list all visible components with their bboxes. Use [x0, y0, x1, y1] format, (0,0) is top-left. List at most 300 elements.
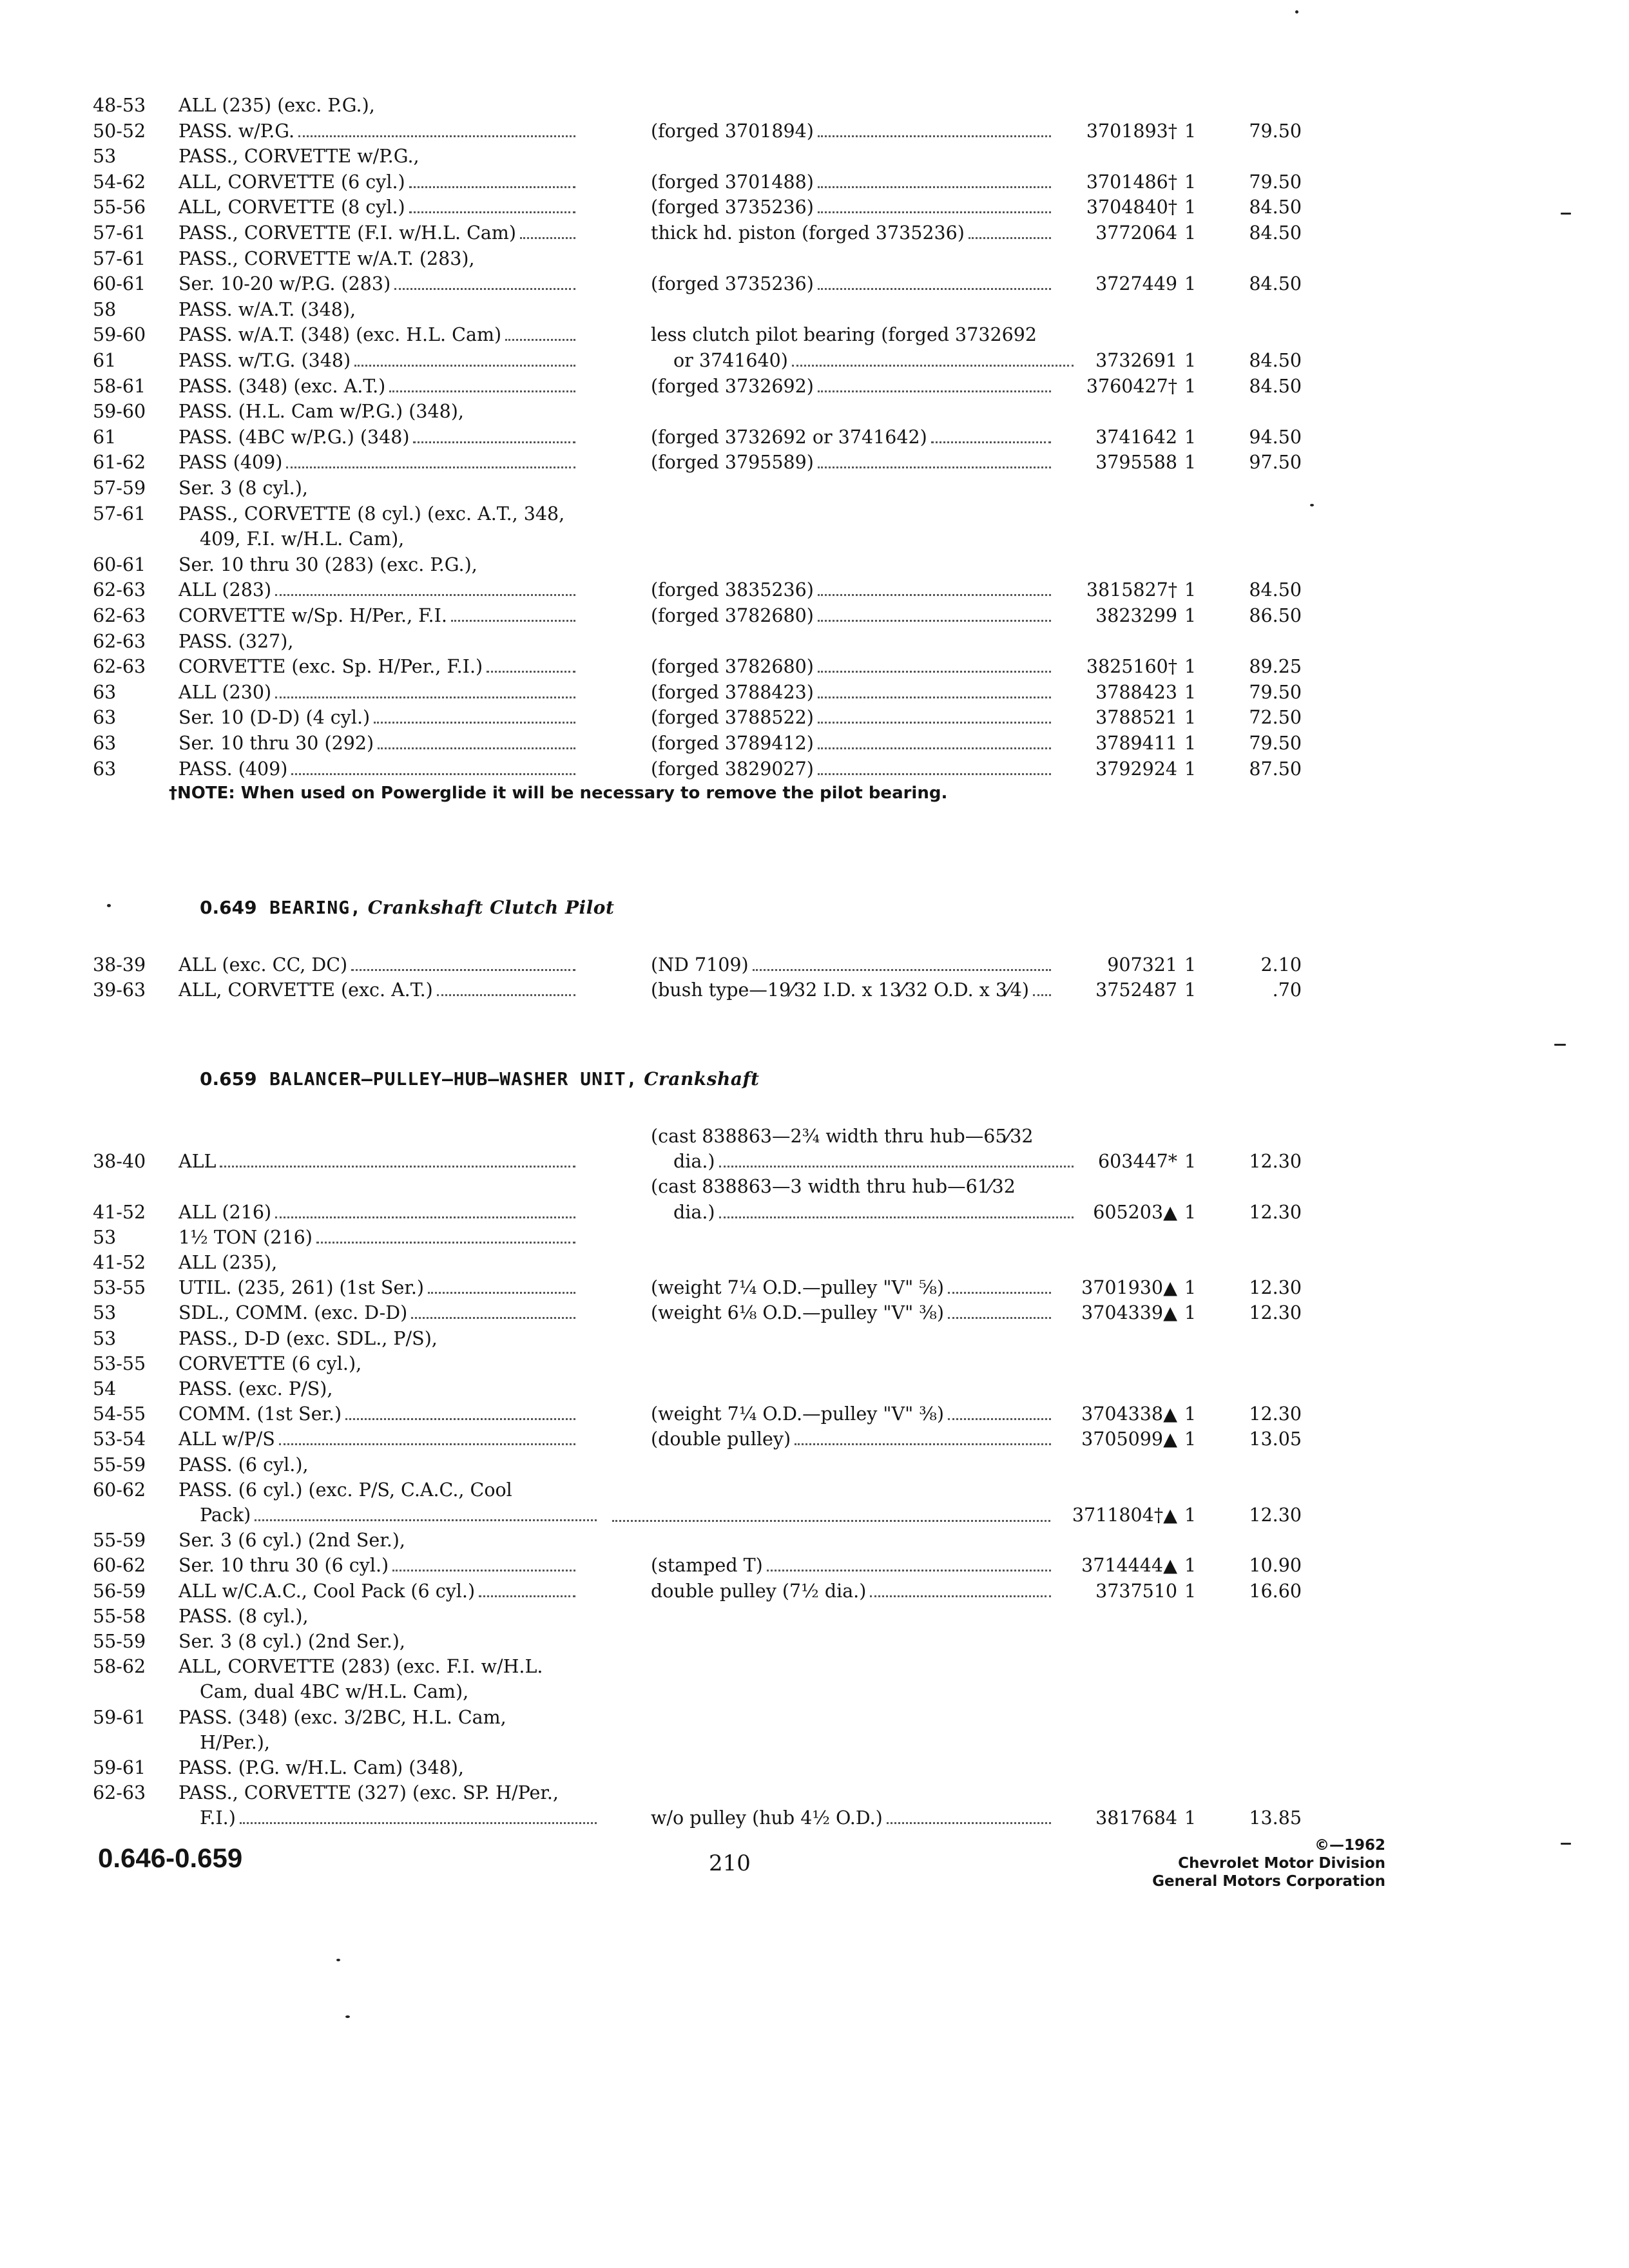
dot-leader [291, 773, 575, 775]
dot-leader [767, 1569, 1051, 1571]
description-text: (forged 3829027) [651, 758, 814, 780]
description-text: (double pulley) [651, 1428, 791, 1450]
model-years: 61 [93, 426, 117, 448]
application: PASS. (8 cyl.), [178, 1605, 309, 1627]
application-text: Ser. 10 thru 30 (292) [178, 733, 374, 754]
description-text: thick hd. piston (forged 3735236) [651, 222, 965, 244]
model-years: 61 [93, 350, 117, 371]
quantity: 1 [1184, 979, 1197, 1001]
application [178, 654, 578, 680]
quantity: 1 [1184, 1580, 1197, 1602]
dot-leader [948, 1418, 1051, 1420]
dot-leader [505, 338, 575, 341]
table-row [0, 297, 1629, 323]
model-years: 62-63 [93, 630, 146, 652]
table-row [0, 1174, 1629, 1200]
application-text: ALL (exc. CC, DC) [178, 954, 348, 975]
model-years: 58 [93, 298, 117, 320]
application: PASS. (327), [178, 630, 294, 652]
part-number: 3752487 [1095, 979, 1177, 1001]
dot-leader [298, 135, 575, 137]
part-number: 3788521 [1095, 707, 1177, 729]
list-price: 16.60 [1249, 1580, 1302, 1602]
application [178, 952, 578, 978]
model-years: 53-55 [93, 1277, 146, 1299]
dot-leader [345, 1418, 575, 1420]
application [178, 1200, 578, 1225]
dot-leader [279, 1443, 575, 1445]
quantity: 1 [1184, 197, 1197, 218]
dot-leader [818, 721, 1051, 724]
table-row [0, 348, 1629, 374]
part-number: 3795588 [1095, 452, 1177, 474]
dot-leader [818, 135, 1051, 137]
application: CORVETTE (6 cyl.), [178, 1352, 362, 1374]
list-price: 79.50 [1249, 120, 1302, 142]
application: PASS., CORVETTE w/P.G., [178, 146, 419, 168]
quantity: 1 [1184, 375, 1197, 397]
application [178, 169, 578, 195]
table-row [0, 119, 1629, 144]
description-text: (weight 7¼ O.D.—pulley "V" ⅝) [651, 1277, 945, 1299]
application: PASS., CORVETTE w/A.T. (283), [178, 247, 475, 269]
description-text: dia.) [673, 1151, 715, 1173]
description [651, 1275, 1054, 1301]
part-number: 3701930▲ [1081, 1277, 1177, 1299]
part-number: 3788423 [1095, 681, 1177, 703]
quantity: 1 [1184, 426, 1197, 448]
table-row [0, 1250, 1629, 1276]
table-row [0, 1200, 1629, 1225]
list-price: .70 [1272, 979, 1302, 1001]
list-price: 12.30 [1249, 1277, 1302, 1299]
table-row [0, 1755, 1629, 1781]
model-years: 62-63 [93, 605, 146, 626]
application-text: ALL, CORVETTE (6 cyl.) [178, 171, 405, 193]
table-row [0, 526, 1629, 552]
dot-leader [479, 1595, 575, 1597]
model-years: 41-52 [93, 1201, 146, 1223]
dot-leader [392, 1569, 575, 1571]
description-text: (forged 3782680) [651, 656, 814, 678]
description [673, 1149, 1076, 1175]
copyright: ©—1962 [1314, 1837, 1385, 1854]
application-text: ALL [178, 1151, 217, 1173]
application [178, 374, 578, 399]
model-years: 55-56 [93, 197, 146, 218]
scan-speck [1561, 1843, 1571, 1845]
description-text: (forged 3782680) [651, 605, 814, 626]
dot-leader [409, 211, 575, 213]
part-number: 3772064 [1095, 222, 1177, 244]
part-number: 3823299 [1095, 605, 1177, 626]
section-heading-balancer: 0.659 BALANCER—PULLEY—HUB—WASHER UNIT, Crankshaft [200, 1068, 760, 1090]
dot-leader [931, 441, 1051, 443]
application: H/Per.), [200, 1731, 270, 1753]
model-years: 38-39 [93, 954, 146, 975]
corporation-name: General Motors Corporation [1152, 1873, 1385, 1890]
model-years: 56-59 [93, 1580, 146, 1602]
application-text: PASS. (4BC w/P.G.) (348) [178, 426, 410, 448]
model-years: 57-61 [93, 247, 146, 269]
dot-leader [255, 1519, 597, 1521]
dot-leader [316, 1241, 575, 1244]
description [651, 374, 1054, 399]
table-row [0, 1528, 1629, 1553]
description [651, 705, 1054, 731]
table-row [0, 577, 1629, 603]
dot-leader [378, 747, 575, 749]
application: Cam, dual 4BC w/H.L. Cam), [200, 1681, 469, 1703]
table-row [0, 1654, 1629, 1680]
model-years: 63 [93, 733, 117, 754]
model-years: 53 [93, 146, 117, 168]
model-years: 53 [93, 1327, 117, 1349]
dot-leader [719, 1165, 1074, 1168]
list-price: 79.50 [1249, 171, 1302, 193]
application [200, 1503, 599, 1528]
table-row [0, 1225, 1629, 1251]
application: PASS., CORVETTE (327) (exc. SP. H/Per., [178, 1782, 559, 1804]
model-years: 60-62 [93, 1479, 146, 1501]
dot-leader [413, 441, 575, 443]
description [673, 348, 1076, 374]
table-row [0, 374, 1629, 399]
model-years: 62-63 [93, 1782, 146, 1804]
application-text: CORVETTE (exc. Sp. H/Per., F.I.) [178, 656, 483, 678]
table-row [0, 246, 1629, 272]
list-price: 79.50 [1249, 733, 1302, 754]
dot-leader [719, 1216, 1074, 1218]
application-text: ALL w/P/S [178, 1428, 275, 1450]
application [178, 322, 578, 348]
dot-leader [286, 466, 575, 468]
description [651, 731, 1054, 756]
description-text: w/o pulley (hub 4½ O.D.) [651, 1807, 883, 1829]
part-number: 3701486† [1086, 171, 1177, 193]
application [178, 1553, 578, 1579]
model-years: 48-53 [93, 95, 146, 116]
part-number: 3815827† [1086, 579, 1177, 601]
table-row [0, 1452, 1629, 1478]
description-text: double pulley (7½ dia.) [651, 1580, 867, 1602]
description [673, 1200, 1076, 1225]
part-number: 3792924 [1095, 758, 1177, 780]
table-row [0, 1275, 1629, 1301]
table-row [0, 654, 1629, 680]
part-number: 3704840† [1086, 197, 1177, 218]
table-row [0, 1780, 1629, 1806]
table-row [0, 952, 1629, 978]
description-text: (forged 3701894) [651, 120, 814, 142]
application-text: Ser. 10-20 w/P.G. (283) [178, 273, 391, 295]
dot-leader [818, 186, 1051, 188]
model-years: 53 [93, 1302, 117, 1324]
application [178, 1401, 578, 1427]
application-text: Ser. 10 (D-D) (4 cyl.) [178, 707, 371, 729]
application [178, 1149, 578, 1175]
model-years: 55-58 [93, 1605, 146, 1627]
quantity: 1 [1184, 681, 1197, 703]
table-row [0, 1477, 1629, 1503]
list-price: 84.50 [1249, 579, 1302, 601]
dot-leader [354, 364, 575, 367]
model-years: 60-62 [93, 1555, 146, 1577]
application-text: ALL (216) [178, 1201, 272, 1223]
list-price: 89.25 [1249, 656, 1302, 678]
part-number: 3727449 [1095, 273, 1177, 295]
description [651, 195, 1054, 220]
quantity: 1 [1184, 1277, 1197, 1299]
table-row [0, 1427, 1629, 1452]
table-row [0, 144, 1629, 169]
table-row [0, 425, 1629, 450]
division-name: Chevrolet Motor Division [1178, 1855, 1385, 1872]
table-row [0, 1300, 1629, 1326]
description-text: (forged 3735236) [651, 197, 814, 218]
application [178, 425, 578, 450]
part-number: 603447* [1097, 1151, 1177, 1173]
model-years: 63 [93, 681, 117, 703]
application [178, 577, 578, 603]
model-years: 63 [93, 758, 117, 780]
description-text: (forged 3789412) [651, 733, 814, 754]
description [651, 654, 1054, 680]
application: Ser. 10 thru 30 (283) (exc. P.G.), [178, 553, 477, 575]
dot-leader [220, 1165, 575, 1168]
dot-leader [818, 747, 1051, 749]
application [178, 450, 578, 476]
table-row [0, 450, 1629, 476]
list-price: 84.50 [1249, 273, 1302, 295]
quantity: 1 [1184, 452, 1197, 474]
dot-leader [1033, 994, 1051, 996]
model-years: 50-52 [93, 120, 146, 142]
description: less clutch pilot bearing (forged 3732692 [651, 324, 1037, 346]
table-row [0, 1401, 1629, 1427]
dot-leader [969, 236, 1051, 239]
application-text: ALL w/C.A.C., Cool Pack (6 cyl.) [178, 1580, 476, 1602]
dot-leader [948, 1316, 1051, 1319]
application [178, 1225, 578, 1251]
description-text: (forged 3788522) [651, 707, 814, 729]
list-price: 86.50 [1249, 605, 1302, 626]
application [178, 1275, 578, 1301]
application: PASS. (6 cyl.) (exc. P/S, C.A.C., Cool [178, 1479, 512, 1501]
application-text: SDL., COMM. (exc. D-D) [178, 1302, 408, 1324]
list-price: 12.30 [1249, 1151, 1302, 1173]
quantity: 1 [1184, 1807, 1197, 1829]
quantity: 1 [1184, 605, 1197, 626]
description-text: (forged 3795589) [651, 452, 814, 474]
application-text: 1½ TON (216) [178, 1226, 313, 1248]
quantity: 1 [1184, 758, 1197, 780]
application [178, 731, 578, 756]
application: ALL (235), [178, 1252, 278, 1273]
description [651, 1401, 1054, 1427]
dot-leader [487, 670, 575, 673]
application: Ser. 3 (6 cyl.) (2nd Ser.), [178, 1530, 405, 1552]
quantity: 1 [1184, 733, 1197, 754]
quantity: 1 [1184, 171, 1197, 193]
dot-leader [887, 1821, 1051, 1824]
application: 409, F.I. w/H.L. Cam), [200, 528, 405, 550]
model-years: 61-62 [93, 452, 146, 474]
application [178, 1427, 578, 1452]
dot-leader [948, 1291, 1051, 1294]
application: Ser. 3 (8 cyl.), [178, 477, 308, 499]
scan-speck [345, 2015, 350, 2018]
model-years: 59-60 [93, 401, 146, 423]
list-price: 72.50 [1249, 707, 1302, 729]
dot-leader [428, 1291, 575, 1294]
application-text: PASS., CORVETTE (F.I. w/H.L. Cam) [178, 222, 517, 244]
application-text: Ser. 10 thru 30 (6 cyl.) [178, 1555, 389, 1577]
scan-speck [1310, 504, 1314, 506]
application [178, 1300, 578, 1326]
model-years: 54 [93, 1378, 117, 1399]
table-row [0, 603, 1629, 629]
model-years: 57-59 [93, 477, 146, 499]
group-number-range: 0.646-0.659 [98, 1843, 243, 1873]
model-years: 57-61 [93, 222, 146, 244]
application [178, 756, 578, 782]
description-text: (weight 7¼ O.D.—pulley "V" ⅜) [651, 1403, 945, 1425]
model-years: 39-63 [93, 979, 146, 1001]
dot-leader [818, 696, 1051, 698]
table-row [0, 552, 1629, 578]
part-number: 3701893† [1086, 120, 1177, 142]
application: PASS. w/A.T. (348), [178, 298, 356, 320]
description-text: or 3741640) [673, 350, 788, 371]
table-row [0, 476, 1629, 501]
application-text: COMM. (1st Ser.) [178, 1403, 342, 1425]
model-years: 60-61 [93, 553, 146, 575]
application-text: ALL, CORVETTE (8 cyl.) [178, 197, 405, 218]
application-text: ALL (230) [178, 681, 272, 703]
dot-leader [818, 619, 1051, 622]
list-price: 94.50 [1249, 426, 1302, 448]
description [651, 1553, 1054, 1579]
table-row [0, 1604, 1629, 1629]
quantity: 1 [1184, 1555, 1197, 1577]
model-years: 53 [93, 1226, 117, 1248]
list-price: 79.50 [1249, 681, 1302, 703]
dot-leader [275, 593, 575, 596]
dot-leader [451, 619, 575, 622]
quantity: 1 [1184, 1504, 1197, 1526]
part-number: 3704339▲ [1081, 1302, 1177, 1324]
list-price: 12.30 [1249, 1201, 1302, 1223]
page-number: 210 [709, 1850, 751, 1876]
model-years: 53-54 [93, 1428, 146, 1450]
dot-leader [753, 968, 1051, 971]
list-price: 97.50 [1249, 452, 1302, 474]
table-row [0, 680, 1629, 706]
model-years: 63 [93, 707, 117, 729]
list-price: 10.90 [1249, 1555, 1302, 1577]
description-text: (ND 7109) [651, 954, 749, 975]
description [651, 603, 1054, 629]
quantity: 1 [1184, 350, 1197, 371]
description [651, 119, 1054, 144]
application [178, 119, 578, 144]
table-row [0, 169, 1629, 195]
table-row [0, 1705, 1629, 1731]
quantity: 1 [1184, 120, 1197, 142]
part-number: 3789411 [1095, 733, 1177, 754]
dot-leader [389, 390, 575, 392]
model-years: 54-62 [93, 171, 146, 193]
list-price: 2.10 [1260, 954, 1302, 975]
description-text: (forged 3788423) [651, 681, 814, 703]
description [651, 577, 1054, 603]
quantity: 1 [1184, 656, 1197, 678]
model-years: 54-55 [93, 1403, 146, 1425]
table-row [0, 399, 1629, 425]
application [178, 1579, 578, 1604]
application: PASS., CORVETTE (8 cyl.) (exc. A.T., 348, [178, 503, 565, 524]
model-years: 55-59 [93, 1530, 146, 1552]
table-row [0, 1679, 1629, 1705]
quantity: 1 [1184, 707, 1197, 729]
application: ALL, CORVETTE (283) (exc. F.I. w/H.L. [178, 1656, 543, 1678]
part-number: 3732691 [1095, 350, 1177, 371]
description-text: (forged 3701488) [651, 171, 814, 193]
table-row [0, 1805, 1629, 1831]
part-number: 605203▲ [1093, 1201, 1177, 1223]
application: PASS. (6 cyl.), [178, 1454, 309, 1475]
model-years: 62-63 [93, 656, 146, 678]
model-years: 38-40 [93, 1151, 146, 1173]
model-years: 55-59 [93, 1631, 146, 1652]
table-row [0, 501, 1629, 527]
part-number: 3714444▲ [1081, 1555, 1177, 1577]
application [178, 977, 578, 1003]
table-row [0, 1351, 1629, 1377]
application: PASS., D-D (exc. SDL., P/S), [178, 1327, 438, 1349]
quantity: 1 [1184, 1201, 1197, 1223]
list-price: 12.30 [1249, 1403, 1302, 1425]
model-years: 53-55 [93, 1352, 146, 1374]
list-price: 84.50 [1249, 197, 1302, 218]
description [651, 169, 1054, 195]
model-years: 59-60 [93, 324, 146, 346]
quantity: 1 [1184, 1302, 1197, 1324]
description [651, 1805, 1054, 1831]
list-price: 84.50 [1249, 350, 1302, 371]
dot-leader [520, 236, 575, 239]
quantity: 1 [1184, 1428, 1197, 1450]
dot-leader [795, 1443, 1051, 1445]
dot-leader [394, 287, 575, 290]
description [651, 220, 1054, 246]
dot-leader [240, 1821, 597, 1824]
list-price: 12.30 [1249, 1302, 1302, 1324]
application: ALL (235) (exc. P.G.), [178, 95, 375, 116]
description [651, 1579, 1054, 1604]
description-text: (forged 3732692 or 3741642) [651, 426, 927, 448]
description [651, 952, 1054, 978]
application-text: F.I.) [200, 1807, 236, 1829]
table-row [0, 195, 1629, 220]
table-row [0, 271, 1629, 297]
part-number: 907321 [1107, 954, 1177, 975]
description [651, 756, 1054, 782]
table-row [0, 705, 1629, 731]
table-row [0, 1730, 1629, 1756]
scan-speck [336, 1959, 340, 1961]
